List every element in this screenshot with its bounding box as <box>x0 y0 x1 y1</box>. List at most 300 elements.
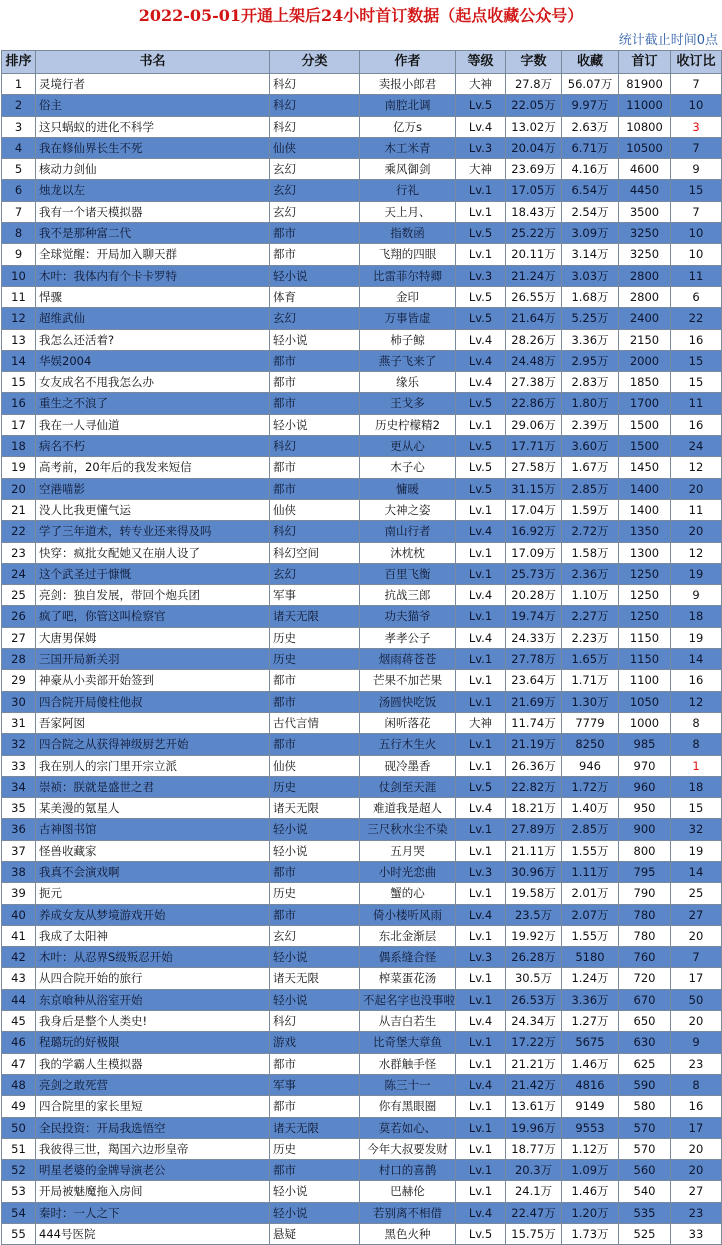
header-favorites: 收藏 <box>562 51 619 74</box>
first-subscription-cell: 4600 <box>619 159 671 180</box>
category-cell: 轻小说 <box>270 819 360 840</box>
ratio-cell: 10 <box>671 223 722 244</box>
book-name-cell: 从四合院开始的旅行 <box>36 968 270 989</box>
page-title: 2022-05-01开通上架后24小时首订数据（起点收藏公众号） <box>138 6 584 25</box>
first-subscription-cell: 985 <box>619 734 671 755</box>
ratio-cell: 19 <box>671 840 722 861</box>
author-cell: 蟹的心 <box>360 883 456 904</box>
author-cell: 比雷菲尔特卿 <box>360 265 456 286</box>
book-name-cell: 我在别人的宗门里开宗立派 <box>36 755 270 776</box>
book-name-cell: 超维武仙 <box>36 308 270 329</box>
level-cell: Lv.4 <box>456 329 506 350</box>
word-count-cell: 24.34万 <box>506 1011 562 1032</box>
first-subscription-cell: 1700 <box>619 393 671 414</box>
rank-cell: 29 <box>2 670 36 691</box>
rank-cell: 52 <box>2 1160 36 1181</box>
rank-cell: 46 <box>2 1032 36 1053</box>
table-row <box>2 286 722 307</box>
ratio-cell: 19 <box>671 563 722 584</box>
first-subscription-cell: 2000 <box>619 350 671 371</box>
author-cell: 难道我是超人 <box>360 798 456 819</box>
favorites-cell: 2.36万 <box>562 563 619 584</box>
category-cell: 历史 <box>270 627 360 648</box>
rank-cell: 39 <box>2 883 36 904</box>
category-cell: 科幻 <box>270 74 360 95</box>
level-cell: Lv.4 <box>456 116 506 137</box>
rank-cell: 16 <box>2 393 36 414</box>
first-subscription-cell: 1050 <box>619 691 671 712</box>
first-subscription-cell: 1450 <box>619 457 671 478</box>
word-count-cell: 24.1万 <box>506 1181 562 1202</box>
table-row <box>2 308 722 329</box>
level-cell: Lv.1 <box>456 883 506 904</box>
level-cell: Lv.1 <box>456 755 506 776</box>
ratio-cell: 11 <box>671 265 722 286</box>
first-subscription-cell: 1250 <box>619 606 671 627</box>
author-cell: 行礼 <box>360 180 456 201</box>
ratio-cell: 9 <box>671 1032 722 1053</box>
favorites-cell: 1.55万 <box>562 840 619 861</box>
first-subscription-cell: 525 <box>619 1224 671 1245</box>
level-cell: 大神 <box>456 159 506 180</box>
ratio-cell: 10 <box>671 95 722 116</box>
rank-cell: 10 <box>2 265 36 286</box>
ratio-cell: 9 <box>671 585 722 606</box>
favorites-cell: 3.14万 <box>562 244 619 265</box>
favorites-cell: 1.20万 <box>562 1202 619 1223</box>
category-cell: 轻小说 <box>270 840 360 861</box>
rank-cell: 43 <box>2 968 36 989</box>
author-cell: 柿子鲸 <box>360 329 456 350</box>
favorites-cell: 5675 <box>562 1032 619 1053</box>
category-cell: 科幻 <box>270 116 360 137</box>
first-subscription-cell: 1500 <box>619 414 671 435</box>
word-count-cell: 30.5万 <box>506 968 562 989</box>
word-count-cell: 21.11万 <box>506 840 562 861</box>
level-cell: Lv.1 <box>456 414 506 435</box>
level-cell: Lv.1 <box>456 734 506 755</box>
first-subscription-cell: 2150 <box>619 329 671 350</box>
table-row <box>2 457 722 478</box>
ratio-cell: 20 <box>671 1138 722 1159</box>
author-cell: 木子心 <box>360 457 456 478</box>
ratio-cell: 15 <box>671 372 722 393</box>
author-cell: 闲听落花 <box>360 712 456 733</box>
level-cell: Lv.5 <box>456 308 506 329</box>
ratio-cell: 25 <box>671 883 722 904</box>
word-count-cell: 19.74万 <box>506 606 562 627</box>
table-row <box>2 414 722 435</box>
first-subscription-cell: 790 <box>619 883 671 904</box>
book-name-cell: 女友成名不甩我怎么办 <box>36 372 270 393</box>
table-row <box>2 137 722 158</box>
ratio-cell: 18 <box>671 606 722 627</box>
level-cell: 大神 <box>456 74 506 95</box>
author-cell: 水群触手怪 <box>360 1053 456 1074</box>
ratio-cell: 23 <box>671 1053 722 1074</box>
ratio-cell: 8 <box>671 712 722 733</box>
favorites-cell: 4816 <box>562 1074 619 1095</box>
table-row <box>2 1160 722 1181</box>
favorites-cell: 1.65万 <box>562 649 619 670</box>
favorites-cell: 1.71万 <box>562 670 619 691</box>
author-cell: 东北金渐层 <box>360 925 456 946</box>
favorites-cell: 2.07万 <box>562 904 619 925</box>
table-row <box>2 542 722 563</box>
rank-cell: 17 <box>2 414 36 435</box>
rank-cell: 51 <box>2 1138 36 1159</box>
book-name-cell: 我有一个诸天模拟器 <box>36 201 270 222</box>
word-count-cell: 19.58万 <box>506 883 562 904</box>
category-cell: 都市 <box>270 734 360 755</box>
first-subscription-cell: 570 <box>619 1138 671 1159</box>
ratio-cell: 11 <box>671 499 722 520</box>
first-subscription-cell: 630 <box>619 1032 671 1053</box>
level-cell: Lv.5 <box>456 286 506 307</box>
category-cell: 体育 <box>270 286 360 307</box>
favorites-cell: 1.24万 <box>562 968 619 989</box>
rank-cell: 5 <box>2 159 36 180</box>
table-row <box>2 691 722 712</box>
ratio-cell: 20 <box>671 1011 722 1032</box>
author-cell: 汤圆快吃饭 <box>360 691 456 712</box>
header-book-name: 书名 <box>36 51 270 74</box>
ratio-cell: 6 <box>671 286 722 307</box>
word-count-cell: 20.04万 <box>506 137 562 158</box>
ratio-cell: 12 <box>671 691 722 712</box>
favorites-cell: 1.11万 <box>562 861 619 882</box>
author-cell: 今年大叔要发财 <box>360 1138 456 1159</box>
word-count-cell: 26.53万 <box>506 989 562 1010</box>
word-count-cell: 18.43万 <box>506 201 562 222</box>
level-cell: Lv.5 <box>456 436 506 457</box>
author-cell: 比奇堡大章鱼 <box>360 1032 456 1053</box>
author-cell: 巴赫伦 <box>360 1181 456 1202</box>
ratio-cell: 3 <box>671 116 722 137</box>
book-name-cell: 三国开局新关羽 <box>36 649 270 670</box>
category-cell: 轻小说 <box>270 989 360 1010</box>
favorites-cell: 2.85万 <box>562 478 619 499</box>
word-count-cell: 20.11万 <box>506 244 562 265</box>
book-name-cell: 我真不会演戏啊 <box>36 861 270 882</box>
table-row <box>2 244 722 265</box>
header-ratio: 收订比 <box>671 51 722 74</box>
level-cell: Lv.4 <box>456 372 506 393</box>
book-name-cell: 开局被魅魔拖入房间 <box>36 1181 270 1202</box>
level-cell: Lv.4 <box>456 1011 506 1032</box>
first-subscription-cell: 900 <box>619 819 671 840</box>
header-level: 等级 <box>456 51 506 74</box>
first-subscription-cell: 950 <box>619 798 671 819</box>
author-cell: 沐枕枕 <box>360 542 456 563</box>
level-cell: Lv.1 <box>456 819 506 840</box>
rank-cell: 6 <box>2 180 36 201</box>
first-subscription-cell: 590 <box>619 1074 671 1095</box>
rank-cell: 32 <box>2 734 36 755</box>
word-count-cell: 24.33万 <box>506 627 562 648</box>
level-cell: Lv.4 <box>456 1202 506 1223</box>
ratio-cell: 16 <box>671 1096 722 1117</box>
level-cell: Lv.5 <box>456 393 506 414</box>
level-cell: Lv.5 <box>456 457 506 478</box>
author-cell: 三尺秋水尘不染 <box>360 819 456 840</box>
rank-cell: 7 <box>2 201 36 222</box>
rank-cell: 24 <box>2 563 36 584</box>
table-row <box>2 606 722 627</box>
table-row <box>2 329 722 350</box>
book-name-cell: 全民投资：开局我选悟空 <box>36 1117 270 1138</box>
table-row <box>2 1053 722 1074</box>
category-cell: 轻小说 <box>270 329 360 350</box>
ratio-cell: 19 <box>671 627 722 648</box>
ratio-cell: 1 <box>671 755 722 776</box>
ratio-cell: 8 <box>671 734 722 755</box>
table-row <box>2 1011 722 1032</box>
favorites-cell: 6.71万 <box>562 137 619 158</box>
ratio-cell: 12 <box>671 542 722 563</box>
favorites-cell: 9.97万 <box>562 95 619 116</box>
table-row <box>2 1181 722 1202</box>
favorites-cell: 56.07万 <box>562 74 619 95</box>
table-row <box>2 670 722 691</box>
first-subscription-cell: 720 <box>619 968 671 989</box>
ratio-cell: 24 <box>671 436 722 457</box>
word-count-cell: 30.96万 <box>506 861 562 882</box>
ratio-cell: 50 <box>671 989 722 1010</box>
favorites-cell: 3.36万 <box>562 989 619 1010</box>
category-cell: 都市 <box>270 393 360 414</box>
rank-cell: 26 <box>2 606 36 627</box>
table-row <box>2 159 722 180</box>
author-cell: 抗战三郎 <box>360 585 456 606</box>
first-subscription-cell: 1850 <box>619 372 671 393</box>
author-cell: 你有黑眼圈 <box>360 1096 456 1117</box>
book-name-cell: 东京喰种从浴室开始 <box>36 989 270 1010</box>
favorites-cell: 2.85万 <box>562 819 619 840</box>
first-subscription-cell: 625 <box>619 1053 671 1074</box>
word-count-cell: 18.21万 <box>506 798 562 819</box>
category-cell: 都市 <box>270 372 360 393</box>
author-cell: 乘风御剑 <box>360 159 456 180</box>
author-cell: 倚小楼听风雨 <box>360 904 456 925</box>
first-subscription-cell: 2800 <box>619 265 671 286</box>
cutoff-note: 统计截止时间0点 <box>618 33 718 48</box>
category-cell: 轻小说 <box>270 414 360 435</box>
author-cell: 偶系缝合怪 <box>360 947 456 968</box>
first-subscription-cell: 780 <box>619 904 671 925</box>
category-cell: 科幻空间 <box>270 542 360 563</box>
word-count-cell: 19.92万 <box>506 925 562 946</box>
category-cell: 都市 <box>270 457 360 478</box>
word-count-cell: 27.38万 <box>506 372 562 393</box>
favorites-cell: 1.59万 <box>562 499 619 520</box>
level-cell: Lv.1 <box>456 1160 506 1181</box>
rank-cell: 35 <box>2 798 36 819</box>
word-count-cell: 22.86万 <box>506 393 562 414</box>
rank-cell: 22 <box>2 521 36 542</box>
favorites-cell: 3.03万 <box>562 265 619 286</box>
level-cell: Lv.4 <box>456 627 506 648</box>
category-cell: 游戏 <box>270 1032 360 1053</box>
word-count-cell: 27.89万 <box>506 819 562 840</box>
author-cell: 五行木生火 <box>360 734 456 755</box>
table-row <box>2 627 722 648</box>
word-count-cell: 20.28万 <box>506 585 562 606</box>
author-cell: 万事皆虚 <box>360 308 456 329</box>
first-subscription-cell: 760 <box>619 947 671 968</box>
author-cell: 大神之姿 <box>360 499 456 520</box>
ratio-cell: 15 <box>671 180 722 201</box>
table-row <box>2 734 722 755</box>
category-cell: 都市 <box>270 1096 360 1117</box>
book-name-cell: 我成了太阳神 <box>36 925 270 946</box>
level-cell: Lv.4 <box>456 798 506 819</box>
word-count-cell: 19.96万 <box>506 1117 562 1138</box>
ratio-cell: 7 <box>671 74 722 95</box>
category-cell: 科幻 <box>270 1011 360 1032</box>
author-cell: 历史柠檬精2 <box>360 414 456 435</box>
favorites-cell: 1.09万 <box>562 1160 619 1181</box>
author-cell: 村口的喜鹊 <box>360 1160 456 1181</box>
word-count-cell: 21.69万 <box>506 691 562 712</box>
first-subscription-cell: 1500 <box>619 436 671 457</box>
first-subscription-cell: 1000 <box>619 712 671 733</box>
table-row <box>2 201 722 222</box>
first-subscription-cell: 4450 <box>619 180 671 201</box>
first-subscription-cell: 10500 <box>619 137 671 158</box>
table-row <box>2 223 722 244</box>
favorites-cell: 1.27万 <box>562 1011 619 1032</box>
first-subscription-cell: 1150 <box>619 649 671 670</box>
word-count-cell: 17.22万 <box>506 1032 562 1053</box>
ratio-cell: 17 <box>671 1117 722 1138</box>
word-count-cell: 16.92万 <box>506 521 562 542</box>
author-cell: 南腔北调 <box>360 95 456 116</box>
category-cell: 仙侠 <box>270 137 360 158</box>
subscription-table <box>1 50 722 1245</box>
level-cell: Lv.1 <box>456 925 506 946</box>
ratio-cell: 7 <box>671 137 722 158</box>
first-subscription-cell: 970 <box>619 755 671 776</box>
table-row <box>2 116 722 137</box>
favorites-cell: 1.12万 <box>562 1138 619 1159</box>
favorites-cell: 9553 <box>562 1117 619 1138</box>
book-name-cell: 程璐玩的好极限 <box>36 1032 270 1053</box>
book-name-cell: 大唐男保姆 <box>36 627 270 648</box>
word-count-cell: 13.02万 <box>506 116 562 137</box>
favorites-cell: 1.55万 <box>562 925 619 946</box>
book-name-cell: 空港喵影 <box>36 478 270 499</box>
ratio-cell: 12 <box>671 457 722 478</box>
rank-cell: 47 <box>2 1053 36 1074</box>
rank-cell: 54 <box>2 1202 36 1223</box>
word-count-cell: 25.73万 <box>506 563 562 584</box>
rank-cell: 13 <box>2 329 36 350</box>
book-name-cell: 木叶：我体内有个卡卡罗特 <box>36 265 270 286</box>
favorites-cell: 1.80万 <box>562 393 619 414</box>
level-cell: Lv.5 <box>456 776 506 797</box>
table-row <box>2 350 722 371</box>
ratio-cell: 23 <box>671 1202 722 1223</box>
book-name-cell: 秦时：一人之下 <box>36 1202 270 1223</box>
category-cell: 仙侠 <box>270 755 360 776</box>
rank-cell: 2 <box>2 95 36 116</box>
word-count-cell: 11.74万 <box>506 712 562 733</box>
rank-cell: 37 <box>2 840 36 861</box>
table-row <box>2 755 722 776</box>
category-cell: 都市 <box>270 861 360 882</box>
ratio-cell: 8 <box>671 1074 722 1095</box>
author-cell: 天上月、 <box>360 201 456 222</box>
ratio-cell: 16 <box>671 414 722 435</box>
book-name-cell: 烛龙以左 <box>36 180 270 201</box>
table-row <box>2 989 722 1010</box>
first-subscription-cell: 2800 <box>619 286 671 307</box>
category-cell: 都市 <box>270 223 360 244</box>
header-first-subscription: 首订 <box>619 51 671 74</box>
level-cell: Lv.5 <box>456 95 506 116</box>
first-subscription-cell: 535 <box>619 1202 671 1223</box>
book-name-cell: 我彼得三世，羯国六边形皇帝 <box>36 1138 270 1159</box>
word-count-cell: 22.82万 <box>506 776 562 797</box>
table-row <box>2 95 722 116</box>
favorites-cell: 1.67万 <box>562 457 619 478</box>
rank-cell: 1 <box>2 74 36 95</box>
rank-cell: 8 <box>2 223 36 244</box>
category-cell: 科幻 <box>270 95 360 116</box>
category-cell: 诸天无限 <box>270 968 360 989</box>
first-subscription-cell: 3250 <box>619 244 671 265</box>
favorites-cell: 8250 <box>562 734 619 755</box>
rank-cell: 21 <box>2 499 36 520</box>
level-cell: Lv.1 <box>456 1138 506 1159</box>
table-row <box>2 968 722 989</box>
level-cell: Lv.1 <box>456 180 506 201</box>
word-count-cell: 24.48万 <box>506 350 562 371</box>
ratio-cell: 15 <box>671 350 722 371</box>
table-row <box>2 883 722 904</box>
favorites-cell: 1.68万 <box>562 286 619 307</box>
level-cell: Lv.1 <box>456 670 506 691</box>
author-cell: 烟雨蒋苍苍 <box>360 649 456 670</box>
word-count-cell: 21.24万 <box>506 265 562 286</box>
book-name-cell: 核动力剑仙 <box>36 159 270 180</box>
header-author: 作者 <box>360 51 456 74</box>
rank-cell: 49 <box>2 1096 36 1117</box>
rank-cell: 55 <box>2 1224 36 1245</box>
table-row <box>2 798 722 819</box>
table-row <box>2 861 722 882</box>
table-row <box>2 925 722 946</box>
rank-cell: 15 <box>2 372 36 393</box>
book-name-cell: 崇祯：朕就是盛世之君 <box>36 776 270 797</box>
word-count-cell: 27.58万 <box>506 457 562 478</box>
ratio-cell: 20 <box>671 925 722 946</box>
favorites-cell: 2.27万 <box>562 606 619 627</box>
level-cell: Lv.3 <box>456 861 506 882</box>
favorites-cell: 1.58万 <box>562 542 619 563</box>
word-count-cell: 22.47万 <box>506 1202 562 1223</box>
table-row <box>2 1032 722 1053</box>
favorites-cell: 7779 <box>562 712 619 733</box>
ratio-cell: 7 <box>671 947 722 968</box>
word-count-cell: 29.06万 <box>506 414 562 435</box>
word-count-cell: 25.22万 <box>506 223 562 244</box>
first-subscription-cell: 81900 <box>619 74 671 95</box>
rank-cell: 36 <box>2 819 36 840</box>
category-cell: 玄幻 <box>270 925 360 946</box>
category-cell: 历史 <box>270 776 360 797</box>
